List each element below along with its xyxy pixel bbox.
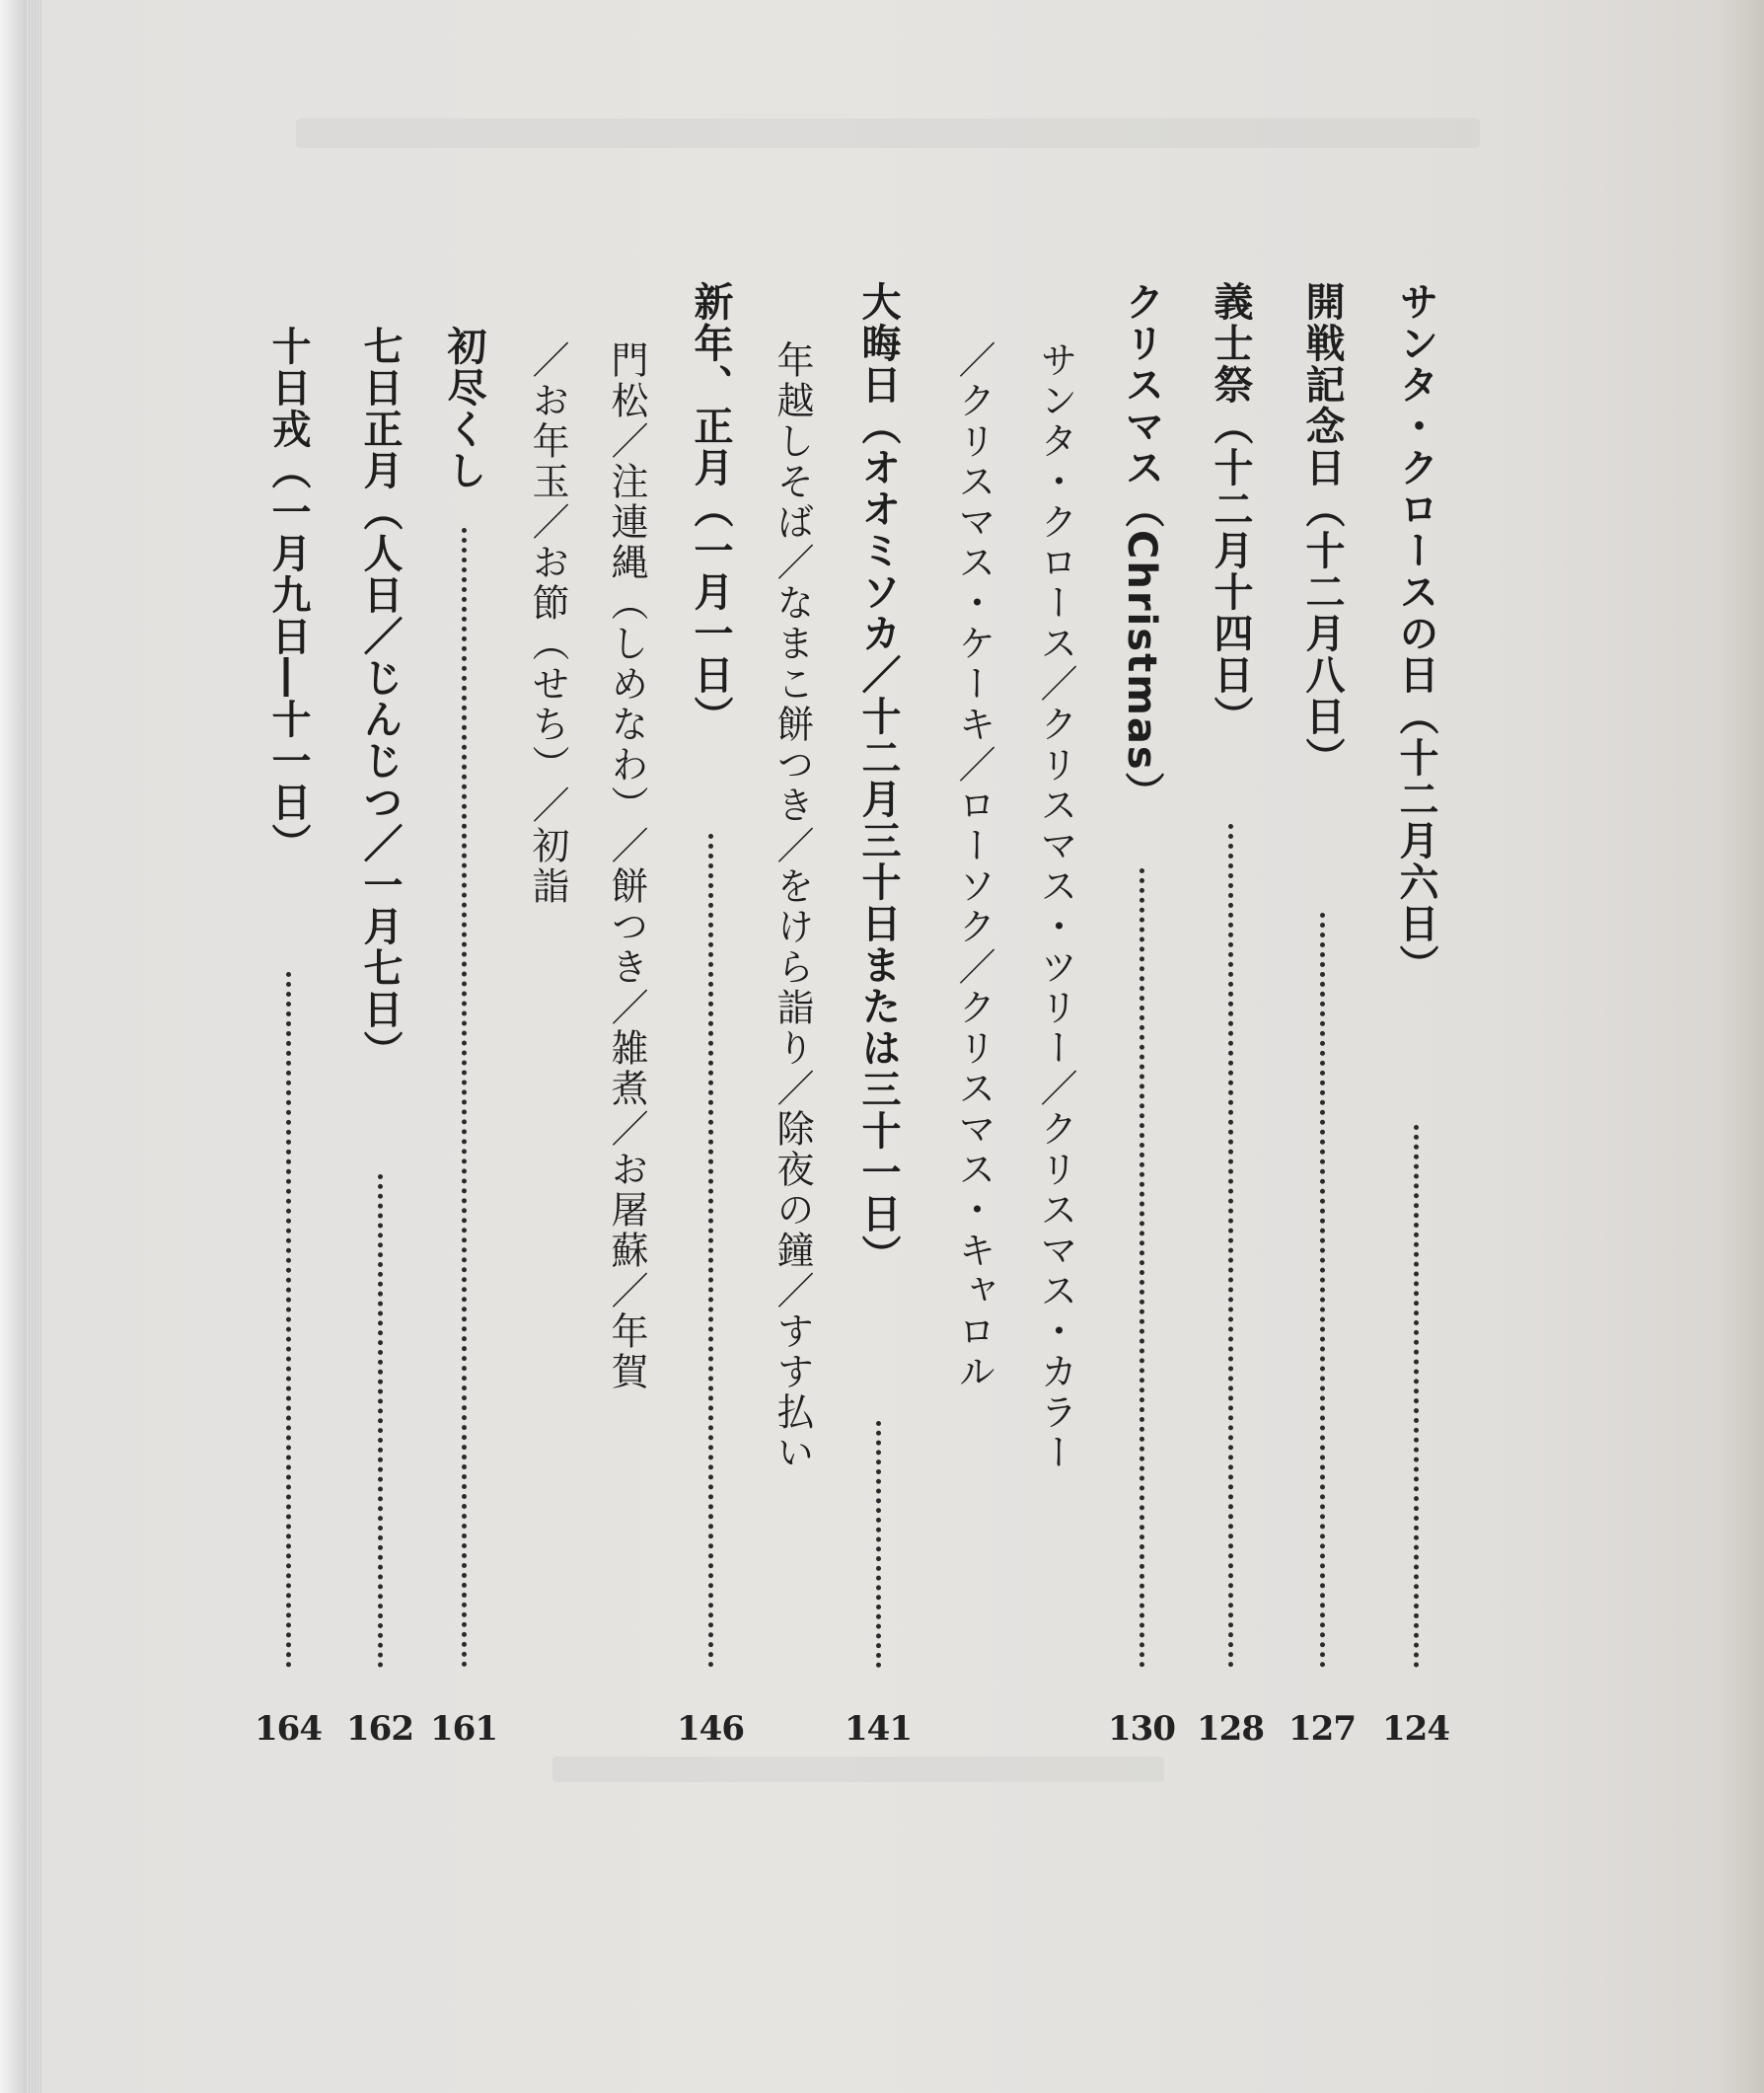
page-number: 128: [1197, 1709, 1264, 1749]
toc-entry: [1288, 0, 1356, 2093]
page-number: 141: [845, 1709, 912, 1749]
toc-entry: [1108, 0, 1175, 2093]
toc-subentry: [518, 0, 577, 2093]
entry-subitems: 年越しそば／なまこ餅つき／をけら詣り／除夜の鐘／すす払い: [771, 340, 814, 1473]
entry-subitems: サンタ・クロース／クリスマス・ツリー／クリスマス・カラー: [1034, 340, 1077, 1473]
toc-entry: [1197, 0, 1264, 2093]
page-number: 164: [255, 1709, 322, 1749]
entry-title: サンタ・クロースの日（十二月六日）: [1393, 281, 1438, 986]
entry-title: 新年、正月（一月一日）: [688, 281, 733, 737]
page-number: 127: [1288, 1709, 1356, 1749]
leader-dots: [1228, 824, 1239, 1668]
leader-dots: [378, 1174, 389, 1668]
entry-subitems: ／お年玉／お節（せち）／初詣: [526, 340, 569, 907]
toc-subentry: [597, 0, 656, 2093]
entry-title: 大晦日（オオミソカ／十二月三十日または三十一日）: [855, 281, 901, 1276]
entry-title: 義士祭（十二月十四日）: [1208, 281, 1253, 737]
toc-subentry: [1026, 0, 1085, 2093]
page-number: 130: [1108, 1709, 1175, 1749]
toc-entry: [677, 0, 744, 2093]
toc-entry: [845, 0, 912, 2093]
leader-dots: [876, 1421, 887, 1668]
leader-dots: [462, 528, 473, 1668]
page-number: 124: [1382, 1709, 1449, 1749]
entry-title: 七日正月（人日／じんじつ／一月七日）: [357, 326, 403, 1072]
entry-title: 初尽くし: [441, 326, 486, 491]
toc-entry: [255, 0, 322, 2093]
page-number: 162: [346, 1709, 413, 1749]
toc-subentry: [763, 0, 822, 2093]
entry-title: 開戦記念日（十二月八日）: [1299, 281, 1345, 779]
entry-subitems: ／クリスマス・ケーキ／ローソク／クリスマス・キャロル: [952, 340, 995, 1392]
leader-dots: [1414, 1125, 1425, 1668]
toc-entry: [1382, 0, 1449, 2093]
leader-dots: [708, 834, 719, 1668]
leader-dots: [286, 972, 297, 1668]
entry-subitems: 門松／注連縄（しめなわ）／餅つき／雑煮／お屠蘇／年賀: [605, 340, 648, 1392]
leader-dots: [1139, 868, 1150, 1668]
paper-edge: [0, 0, 26, 2093]
toc-entry: [430, 0, 497, 2093]
entry-title: クリスマス（Christmas）: [1119, 281, 1164, 813]
toc-subentry: [944, 0, 1003, 2093]
leader-dots: [1320, 913, 1331, 1668]
toc-entry: [346, 0, 413, 2093]
page-number: 146: [677, 1709, 744, 1749]
entry-title: 十日戎（一月九日―十一日）: [265, 326, 311, 864]
page-number: 161: [430, 1709, 497, 1749]
spine-shadow: [1717, 0, 1764, 2093]
page-stack-edge: [26, 0, 41, 2093]
